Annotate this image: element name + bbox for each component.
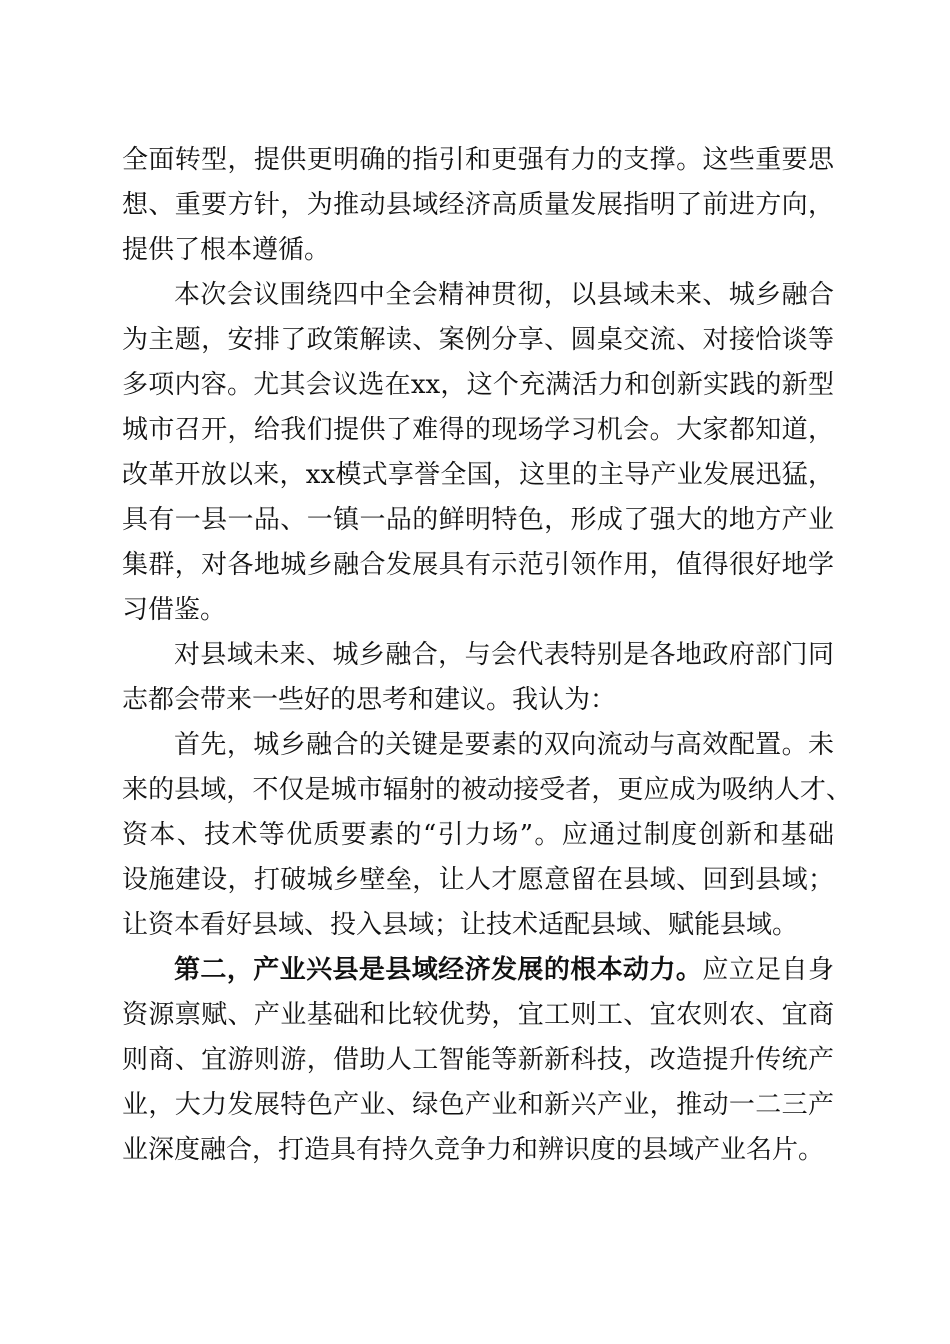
- text-line: 设施建设，打破城乡壁垒，让人才愿意留在县域、回到县域；: [122, 865, 834, 895]
- text-line: 业，大力发展特色产业、绿色产业和新兴产业，推动一二三产: [122, 1090, 834, 1120]
- text-line: 本次会议围绕四中全会精神贯彻，以县域未来、城乡融合: [174, 280, 834, 310]
- text-line: 首先，城乡融合的关键是要素的双向流动与高效配置。未: [174, 730, 834, 760]
- text-line: 城市召开，给我们提供了难得的现场学习机会。大家都知道，: [122, 415, 834, 445]
- text-line: 提供了根本遵循。: [122, 235, 331, 265]
- paragraph-2: [122, 273, 834, 633]
- text-line: 资本、技术等优质要素的“引力场”。应通过制度创新和基础: [122, 820, 834, 850]
- text-line: 集群，对各地城乡融合发展具有示范引领作用，值得很好地学: [122, 550, 834, 580]
- text-line: 则商、宜游则游，借助人工智能等新新科技，改造提升传统产: [122, 1045, 834, 1075]
- text-line: [122, 948, 834, 993]
- text-line: 多项内容。尤其会议选在xx，这个充满活力和创新实践的新型: [122, 370, 834, 400]
- paragraph-1: [122, 138, 834, 273]
- paragraph-5: [122, 948, 834, 1173]
- text-line: 对县域未来、城乡融合，与会代表特别是各地政府部门同: [174, 640, 834, 670]
- paragraph-3: [122, 633, 834, 723]
- paragraph-4: [122, 723, 852, 948]
- text-line: 为主题，安排了政策解读、案例分享、圆桌交流、对接恰谈等: [122, 325, 834, 355]
- text-span: 应立足自身: [702, 955, 834, 985]
- text-line: 业深度融合，打造具有持久竞争力和辨识度的县域产业名片。: [122, 1135, 825, 1165]
- document-page: [122, 138, 852, 1173]
- text-line: 具有一县一品、一镇一品的鲜明特色，形成了强大的地方产业: [122, 505, 834, 535]
- text-line: 全面转型，提供更明确的指引和更强有力的支撑。这些重要思: [122, 145, 834, 175]
- text-line: 想、重要方针，为推动县域经济高质量发展指明了前进方向，: [122, 190, 834, 220]
- text-line: 资源禀赋、产业基础和比较优势，宜工则工、宜农则农、宜商: [122, 1000, 834, 1030]
- bold-heading-text: 第二，产业兴县是县域经济发展的根本动力。: [174, 955, 703, 985]
- text-line: 习借鉴。: [122, 595, 227, 625]
- text-line: 志都会带来一些好的思考和建议。我认为：: [122, 685, 617, 715]
- text-line: 让资本看好县域、投入县域；让技术适配县域、赋能县域。: [122, 910, 799, 940]
- text-line: 改革开放以来，xx模式享誉全国，这里的主导产业发展迅猛，: [122, 460, 834, 490]
- text-line: 来的县域，不仅是城市辐射的被动接受者，更应成为吸纳人才、: [122, 775, 852, 805]
